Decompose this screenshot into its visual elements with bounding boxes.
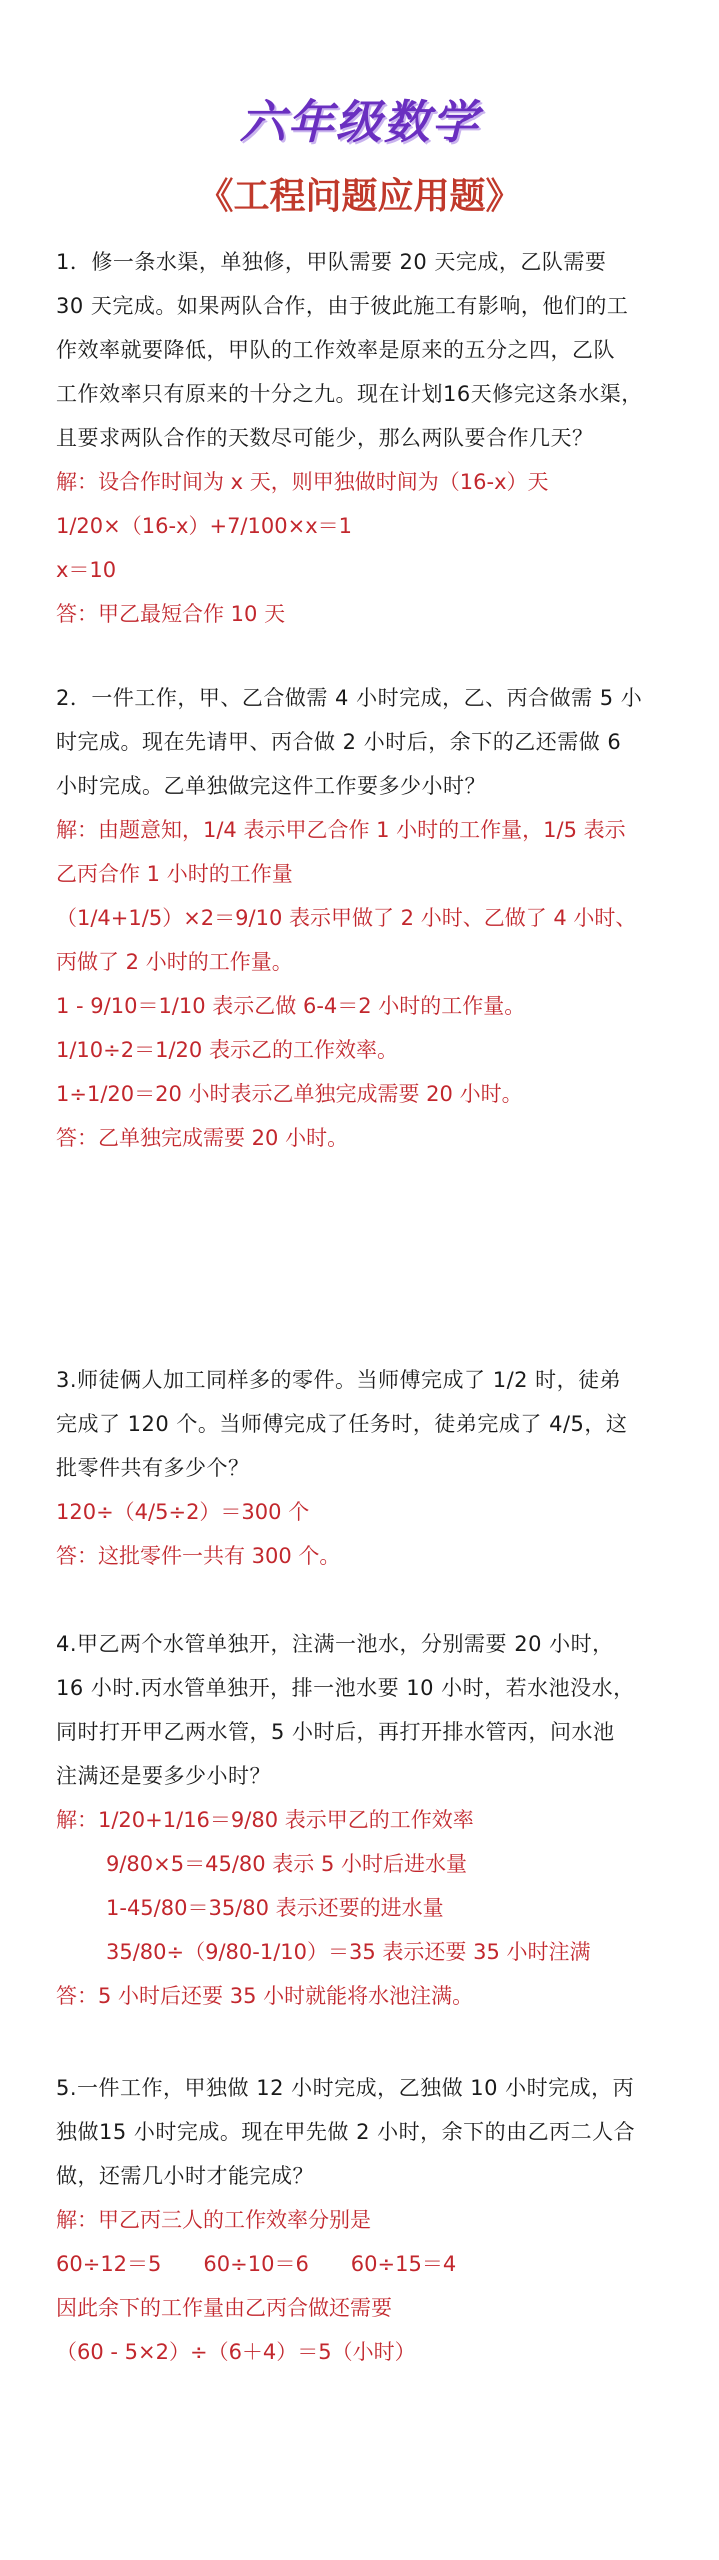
answer-line: 9/80×5＝45/80 表示 5 小时后进水量 — [106, 1852, 468, 1876]
answer-line: （1/4+1/5）×2＝9/10 表示甲做了 2 小时、乙做了 4 小时、 — [56, 906, 637, 930]
answer-line: x＝10 — [56, 558, 117, 582]
problem-1 — [56, 240, 676, 636]
question-line: 3.师徒俩人加工同样多的零件。当师傅完成了 1/2 时，徒弟 — [56, 1368, 622, 1392]
answer-line: 答：甲乙最短合作 10 天 — [56, 602, 286, 626]
answer-line: 35/80÷（9/80-1/10）＝35 表示还要 35 小时注满 — [106, 1940, 591, 1964]
question-line: 做，还需几小时才能完成？ — [56, 2164, 314, 2188]
problem-4 — [56, 1622, 676, 2018]
question-line: 4.甲乙两个水管单独开，注满一池水，分别需要 20 小时， — [56, 1632, 614, 1656]
answer-line: 1-45/80＝35/80 表示还要的进水量 — [106, 1896, 444, 1920]
question-line: 工作效率只有原来的十分之九。现在计划16天修完这条水渠， — [56, 382, 643, 406]
question-line: 作效率就要降低，甲队的工作效率是原来的五分之四，乙队 — [56, 338, 615, 362]
question-line: 时完成。现在先请甲、丙合做 2 小时后，余下的乙还需做 6 — [56, 730, 622, 754]
answer-line: 解：设合作时间为 x 天，则甲独做时间为（16-x）天 — [56, 470, 549, 494]
problem-3 — [56, 1358, 676, 1578]
question-line: 1．修一条水渠，单独修，甲队需要 20 天完成，乙队需要 — [56, 250, 607, 274]
question-line: 独做15 小时完成。现在甲先做 2 小时，余下的由乙丙二人合 — [56, 2120, 636, 2144]
answer-line: （60 - 5×2）÷（6＋4）＝5（小时） — [56, 2340, 416, 2364]
question-line: 小时完成。乙单独做完这件工作要多少小时？ — [56, 774, 486, 798]
question-line: 且要求两队合作的天数尽可能少，那么两队要合作几天？ — [56, 426, 594, 450]
answer-line: 1 - 9/10＝1/10 表示乙做 6-4＝2 小时的工作量。 — [56, 994, 526, 1018]
question-line: 5.一件工作，甲独做 12 小时完成，乙独做 10 小时完成，丙 — [56, 2076, 635, 2100]
question-line: 16 小时.丙水管单独开，排一池水要 10 小时，若水池没水， — [56, 1676, 635, 1700]
answer-line: 乙丙合作 1 小时的工作量 — [56, 862, 293, 886]
problem-2 — [56, 676, 676, 1160]
answer-line: 解：1/20+1/16＝9/80 表示甲乙的工作效率 — [56, 1808, 474, 1832]
answer-line: 1/20×（16-x）+7/100×x＝1 — [56, 514, 352, 538]
answer-line: 1/10÷2＝1/20 表示乙的工作效率。 — [56, 1038, 398, 1062]
answer-line: 因此余下的工作量由乙丙合做还需要 — [56, 2296, 392, 2320]
question-line: 完成了 120 个。当师傅完成了任务时，徒弟完成了 4/5，这 — [56, 1412, 628, 1436]
answer-line: 60÷12＝5 60÷10＝6 60÷15＝4 — [56, 2252, 457, 2276]
grade-banner: 六年级数学 — [239, 95, 480, 149]
answer-line: 解：由题意知，1/4 表示甲乙合作 1 小时的工作量，1/5 表示 — [56, 818, 626, 842]
question-line: 批零件共有多少个？ — [56, 1456, 250, 1480]
answer-line: 答：这批零件一共有 300 个。 — [56, 1544, 341, 1568]
page-title: 《工程问题应用题》 — [197, 176, 522, 217]
answer-line: 120÷（4/5÷2）＝300 个 — [56, 1500, 310, 1524]
question-line: 2．一件工作，甲、乙合做需 4 小时完成，乙、丙合做需 5 小 — [56, 686, 643, 710]
answer-line: 1÷1/20＝20 小时表示乙单独完成需要 20 小时。 — [56, 1082, 523, 1106]
answer-line: 答：乙单独完成需要 20 小时。 — [56, 1126, 349, 1150]
question-line: 注满还是要多少小时？ — [56, 1764, 271, 1788]
answer-line: 丙做了 2 小时的工作量。 — [56, 950, 293, 974]
problem-5 — [56, 2066, 676, 2374]
question-line: 30 天完成。如果两队合作，由于彼此施工有影响，他们的工 — [56, 294, 629, 318]
answer-line: 答：5 小时后还要 35 小时就能将水池注满。 — [56, 1984, 474, 2008]
question-line: 同时打开甲乙两水管，5 小时后，再打开排水管丙，问水池 — [56, 1720, 615, 1744]
answer-line: 解：甲乙丙三人的工作效率分别是 — [56, 2208, 371, 2232]
